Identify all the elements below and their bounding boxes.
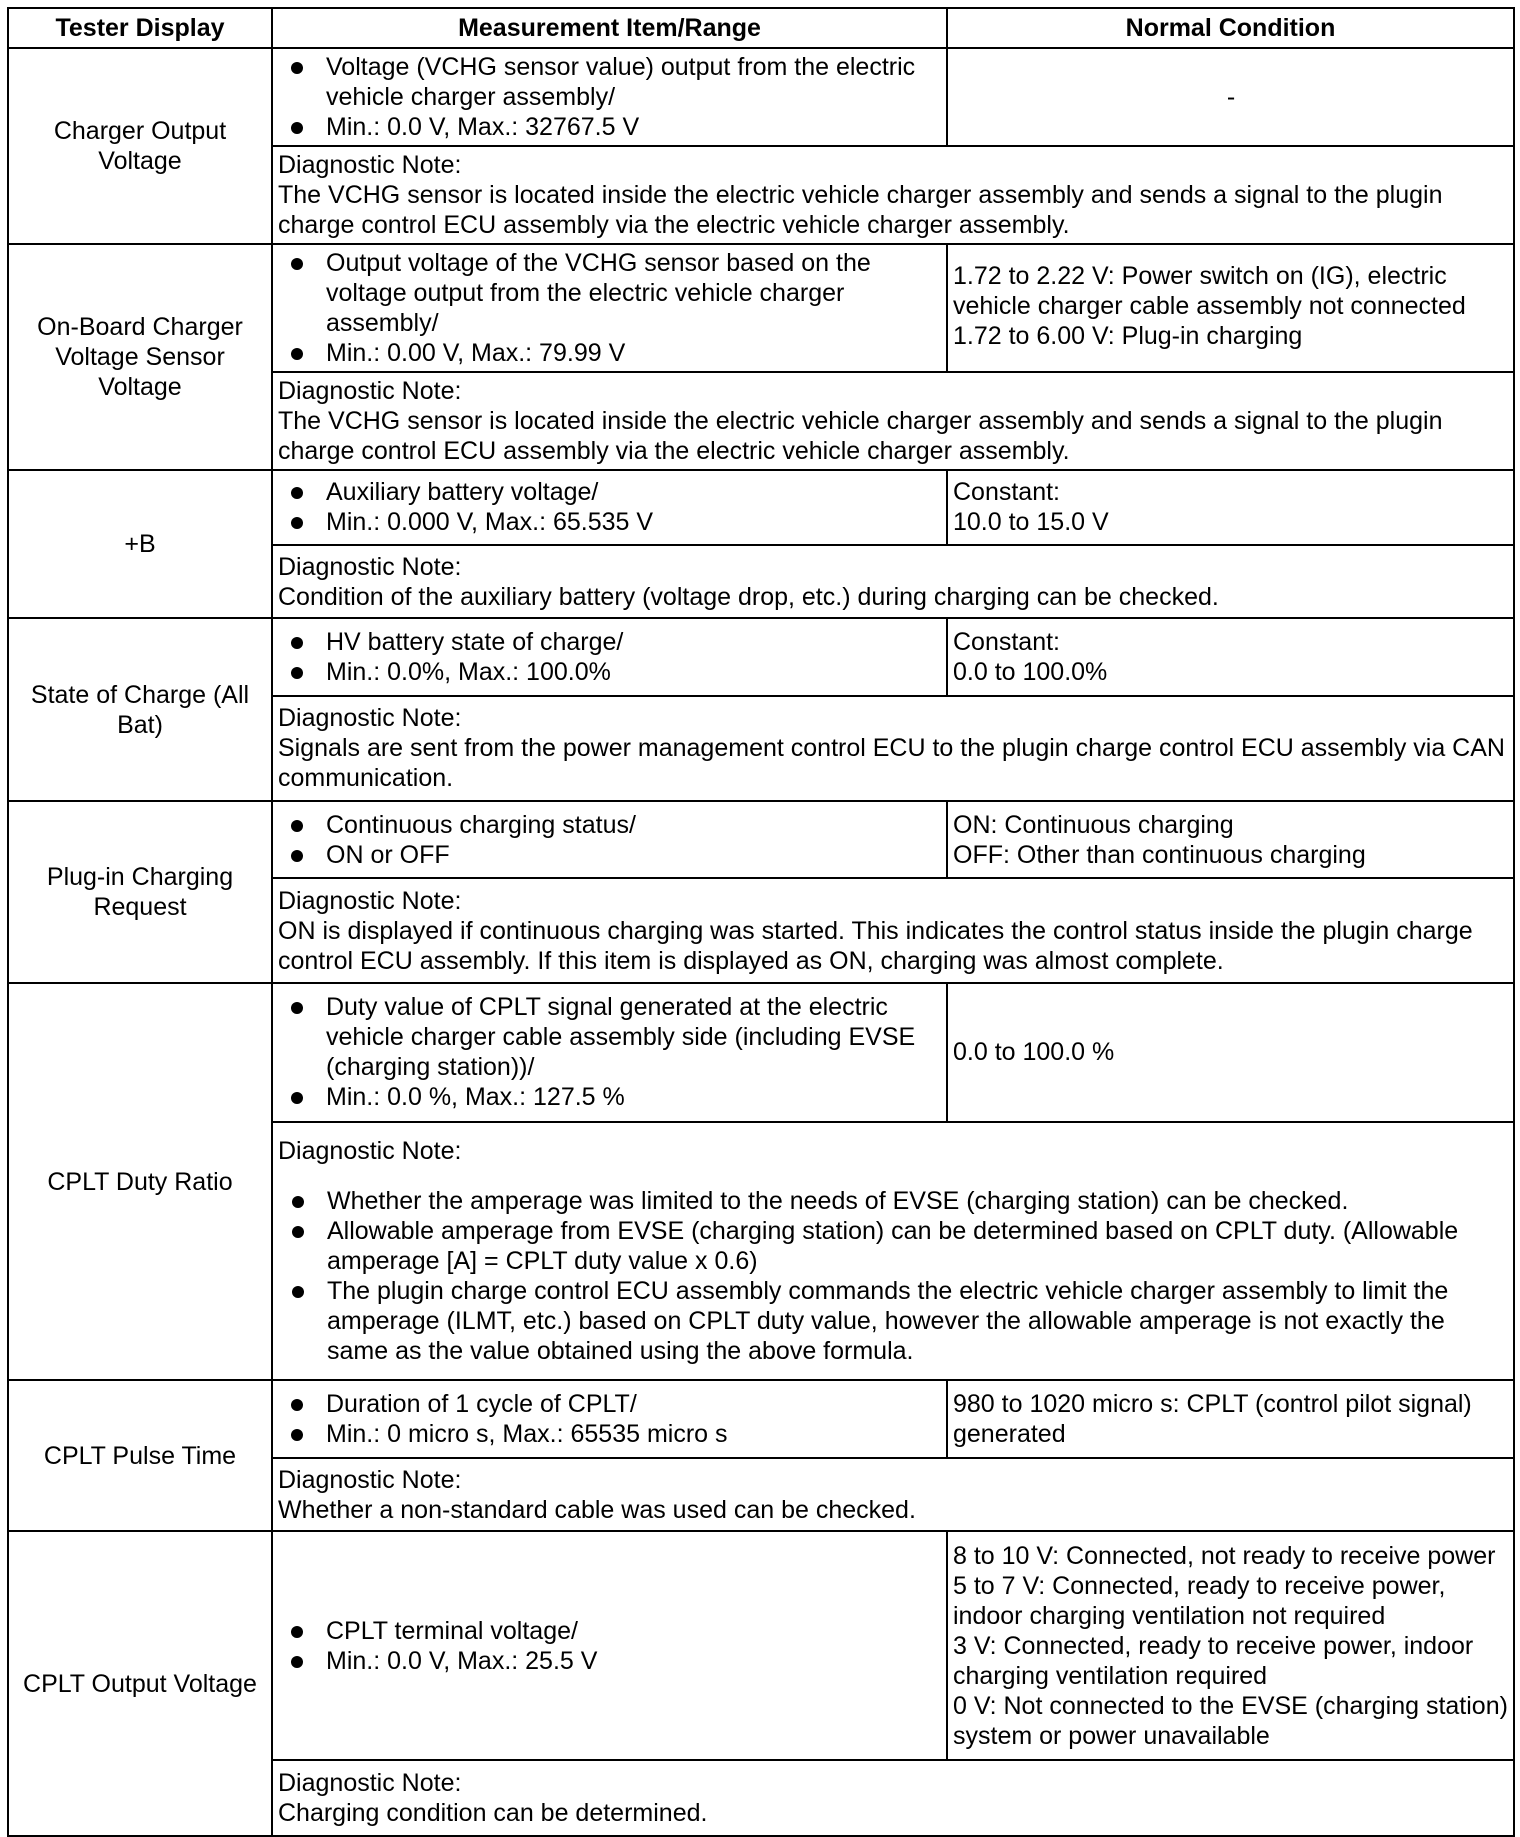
- table-row: [8, 244, 1514, 372]
- condition-line: 0.0 to 100.0 %: [953, 1038, 1115, 1067]
- diagnostic-note-title: Diagnostic Note:: [278, 1465, 462, 1494]
- table-row: [8, 1531, 1514, 1760]
- diagnostic-note-text: Whether a non-standard cable was used can be checked.: [278, 1495, 916, 1524]
- tester-display-cell: CPLT Duty Ratio: [8, 983, 272, 1380]
- measurement-range: Min.: 0.000 V, Max.: 65.535 V: [291, 507, 940, 537]
- measurement-range: Min.: 0.0 V, Max.: 32767.5 V: [291, 112, 940, 142]
- diagnostic-note-text: Charging condition can be determined.: [278, 1799, 708, 1828]
- diagnostic-note-cell: [272, 878, 1514, 983]
- data-list-table: [7, 7, 1515, 1837]
- diagnostic-note-cell: [272, 545, 1514, 618]
- normal-condition-cell: [947, 1380, 1514, 1457]
- diagnostic-note-title: Diagnostic Note:: [278, 886, 462, 915]
- measurement-range: Min.: 0.0 V, Max.: 25.5 V: [291, 1646, 940, 1676]
- measurement-range: Min.: 0.0%, Max.: 100.0%: [291, 657, 940, 687]
- table-row: [8, 1380, 1514, 1457]
- header-tester-display: Tester Display: [8, 8, 272, 48]
- measurement-cell: [272, 244, 947, 372]
- diagnostic-note-bullet: Whether the amperage was limited to the needs of EVSE (charging station) can be checked.: [292, 1186, 1507, 1216]
- table-row: [8, 801, 1514, 878]
- condition-line: OFF: Other than continuous charging: [953, 840, 1366, 869]
- measurement-cell: [272, 983, 947, 1122]
- condition-line: 3 V: Connected, ready to receive power, indoor charging ventilation required: [953, 1631, 1474, 1690]
- measurement-cell: [272, 801, 947, 878]
- diagnostic-note-title: Diagnostic Note:: [278, 552, 462, 581]
- measurement-cell: [272, 470, 947, 545]
- condition-line: Constant:: [953, 478, 1061, 507]
- diagnostic-note-cell: [272, 146, 1514, 244]
- condition-line: 1.72 to 6.00 V: Plug-in charging: [953, 321, 1303, 350]
- measurement-cell: [272, 1531, 947, 1760]
- condition-line: 10.0 to 15.0 V: [953, 508, 1109, 537]
- tester-display-cell: Charger Output Voltage: [8, 48, 272, 244]
- measurement-range: Min.: 0 micro s, Max.: 65535 micro s: [291, 1419, 940, 1449]
- tester-display-cell: On-Board Charger Voltage Sensor Voltage: [8, 244, 272, 470]
- measurement-item: Output voltage of the VCHG sensor based on the voltage output from the electric vehicle charger assembly/: [291, 248, 940, 338]
- diagnostic-note-cell: [272, 696, 1514, 801]
- measurement-item: Continuous charging status/: [291, 810, 940, 840]
- diagnostic-note-cell: [272, 1122, 1514, 1381]
- tester-display-cell: CPLT Output Voltage: [8, 1531, 272, 1836]
- normal-condition-cell: [947, 48, 1514, 146]
- header-normal-condition: Normal Condition: [947, 8, 1514, 48]
- measurement-item: CPLT terminal voltage/: [291, 1616, 940, 1646]
- tester-display-cell: +B: [8, 470, 272, 619]
- header-measurement-item: Measurement Item/Range: [272, 8, 947, 48]
- diagnostic-note-title: Diagnostic Note:: [278, 704, 462, 733]
- normal-condition-cell: [947, 1531, 1514, 1760]
- diagnostic-note-cell: [272, 1760, 1514, 1836]
- diagnostic-note-title: Diagnostic Note:: [278, 1137, 462, 1166]
- condition-line: 8 to 10 V: Connected, not ready to receive power: [953, 1541, 1496, 1570]
- diagnostic-note-title: Diagnostic Note:: [278, 150, 462, 179]
- table-header-row: [8, 8, 1514, 48]
- diagnostic-note-text: The VCHG sensor is located inside the electric vehicle charger assembly and sends a signal to the plugin charge control ECU assembly via the electric vehicle charger assembly.: [278, 180, 1443, 239]
- condition-line: 980 to 1020 micro s: CPLT (control pilot signal) generated: [953, 1390, 1472, 1449]
- measurement-range: Min.: 0.0 %, Max.: 127.5 %: [291, 1082, 940, 1112]
- diagnostic-note-title: Diagnostic Note:: [278, 376, 462, 405]
- measurement-cell: [272, 1380, 947, 1457]
- diagnostic-note-title: Diagnostic Note:: [278, 1769, 462, 1798]
- tester-display-cell: State of Charge (All Bat): [8, 618, 272, 800]
- condition-line: 5 to 7 V: Connected, ready to receive power, indoor charging ventilation not required: [953, 1571, 1446, 1630]
- table-row: [8, 983, 1514, 1122]
- measurement-cell: [272, 618, 947, 695]
- normal-condition-cell: [947, 983, 1514, 1122]
- normal-condition-cell: [947, 244, 1514, 372]
- diagnostic-note-bullet: The plugin charge control ECU assembly commands the electric vehicle charger assembly to limit the amperage (ILMT, etc.) based on CPLT duty value, however the allowable amperage is not exactly the same as the value obtained using the above formula.: [292, 1276, 1507, 1366]
- condition-line: ON: Continuous charging: [953, 810, 1234, 839]
- condition-line: 0 V: Not connected to the EVSE (charging station) system or power unavailable: [953, 1691, 1508, 1750]
- normal-condition-cell: [947, 618, 1514, 695]
- table-row: [8, 470, 1514, 545]
- diagnostic-note-text: Signals are sent from the power management control ECU to the plugin charge control ECU assembly via CAN communication.: [278, 734, 1505, 793]
- diagnostic-note-text: Condition of the auxiliary battery (voltage drop, etc.) during charging can be checked.: [278, 582, 1219, 611]
- diagnostic-note-cell: [272, 372, 1514, 470]
- table-row: [8, 48, 1514, 146]
- measurement-item: HV battery state of charge/: [291, 627, 940, 657]
- condition-line: -: [1226, 82, 1236, 111]
- measurement-range: Min.: 0.00 V, Max.: 79.99 V: [291, 338, 940, 368]
- measurement-item: Voltage (VCHG sensor value) output from the electric vehicle charger assembly/: [291, 52, 940, 112]
- diagnostic-note-bullet: Allowable amperage from EVSE (charging station) can be determined based on CPLT duty. (Allowable amperage [A] = CPLT duty value x 0.6): [292, 1216, 1507, 1276]
- tester-display-cell: Plug-in Charging Request: [8, 801, 272, 983]
- measurement-range: ON or OFF: [291, 840, 940, 870]
- normal-condition-cell: [947, 801, 1514, 878]
- tester-display-cell: CPLT Pulse Time: [8, 1380, 272, 1531]
- measurement-cell: [272, 48, 947, 146]
- diagnostic-note-text: The VCHG sensor is located inside the electric vehicle charger assembly and sends a signal to the plugin charge control ECU assembly via the electric vehicle charger assembly.: [278, 406, 1443, 465]
- measurement-item: Duration of 1 cycle of CPLT/: [291, 1389, 940, 1419]
- measurement-item: Auxiliary battery voltage/: [291, 477, 940, 507]
- table-row: [8, 618, 1514, 695]
- condition-line: 1.72 to 2.22 V: Power switch on (IG), electric vehicle charger cable assembly not connected: [953, 261, 1466, 320]
- diagnostic-note-cell: [272, 1458, 1514, 1531]
- normal-condition-cell: [947, 470, 1514, 545]
- condition-line: 0.0 to 100.0%: [953, 658, 1108, 687]
- measurement-item: Duty value of CPLT signal generated at the electric vehicle charger cable assembly side (including EVSE (charging station))/: [291, 992, 940, 1082]
- condition-line: Constant:: [953, 628, 1061, 657]
- diagnostic-note-text: ON is displayed if continuous charging was started. This indicates the control status inside the plugin charge control ECU assembly. If this item is displayed as ON, charging was almost complete.: [278, 916, 1473, 975]
